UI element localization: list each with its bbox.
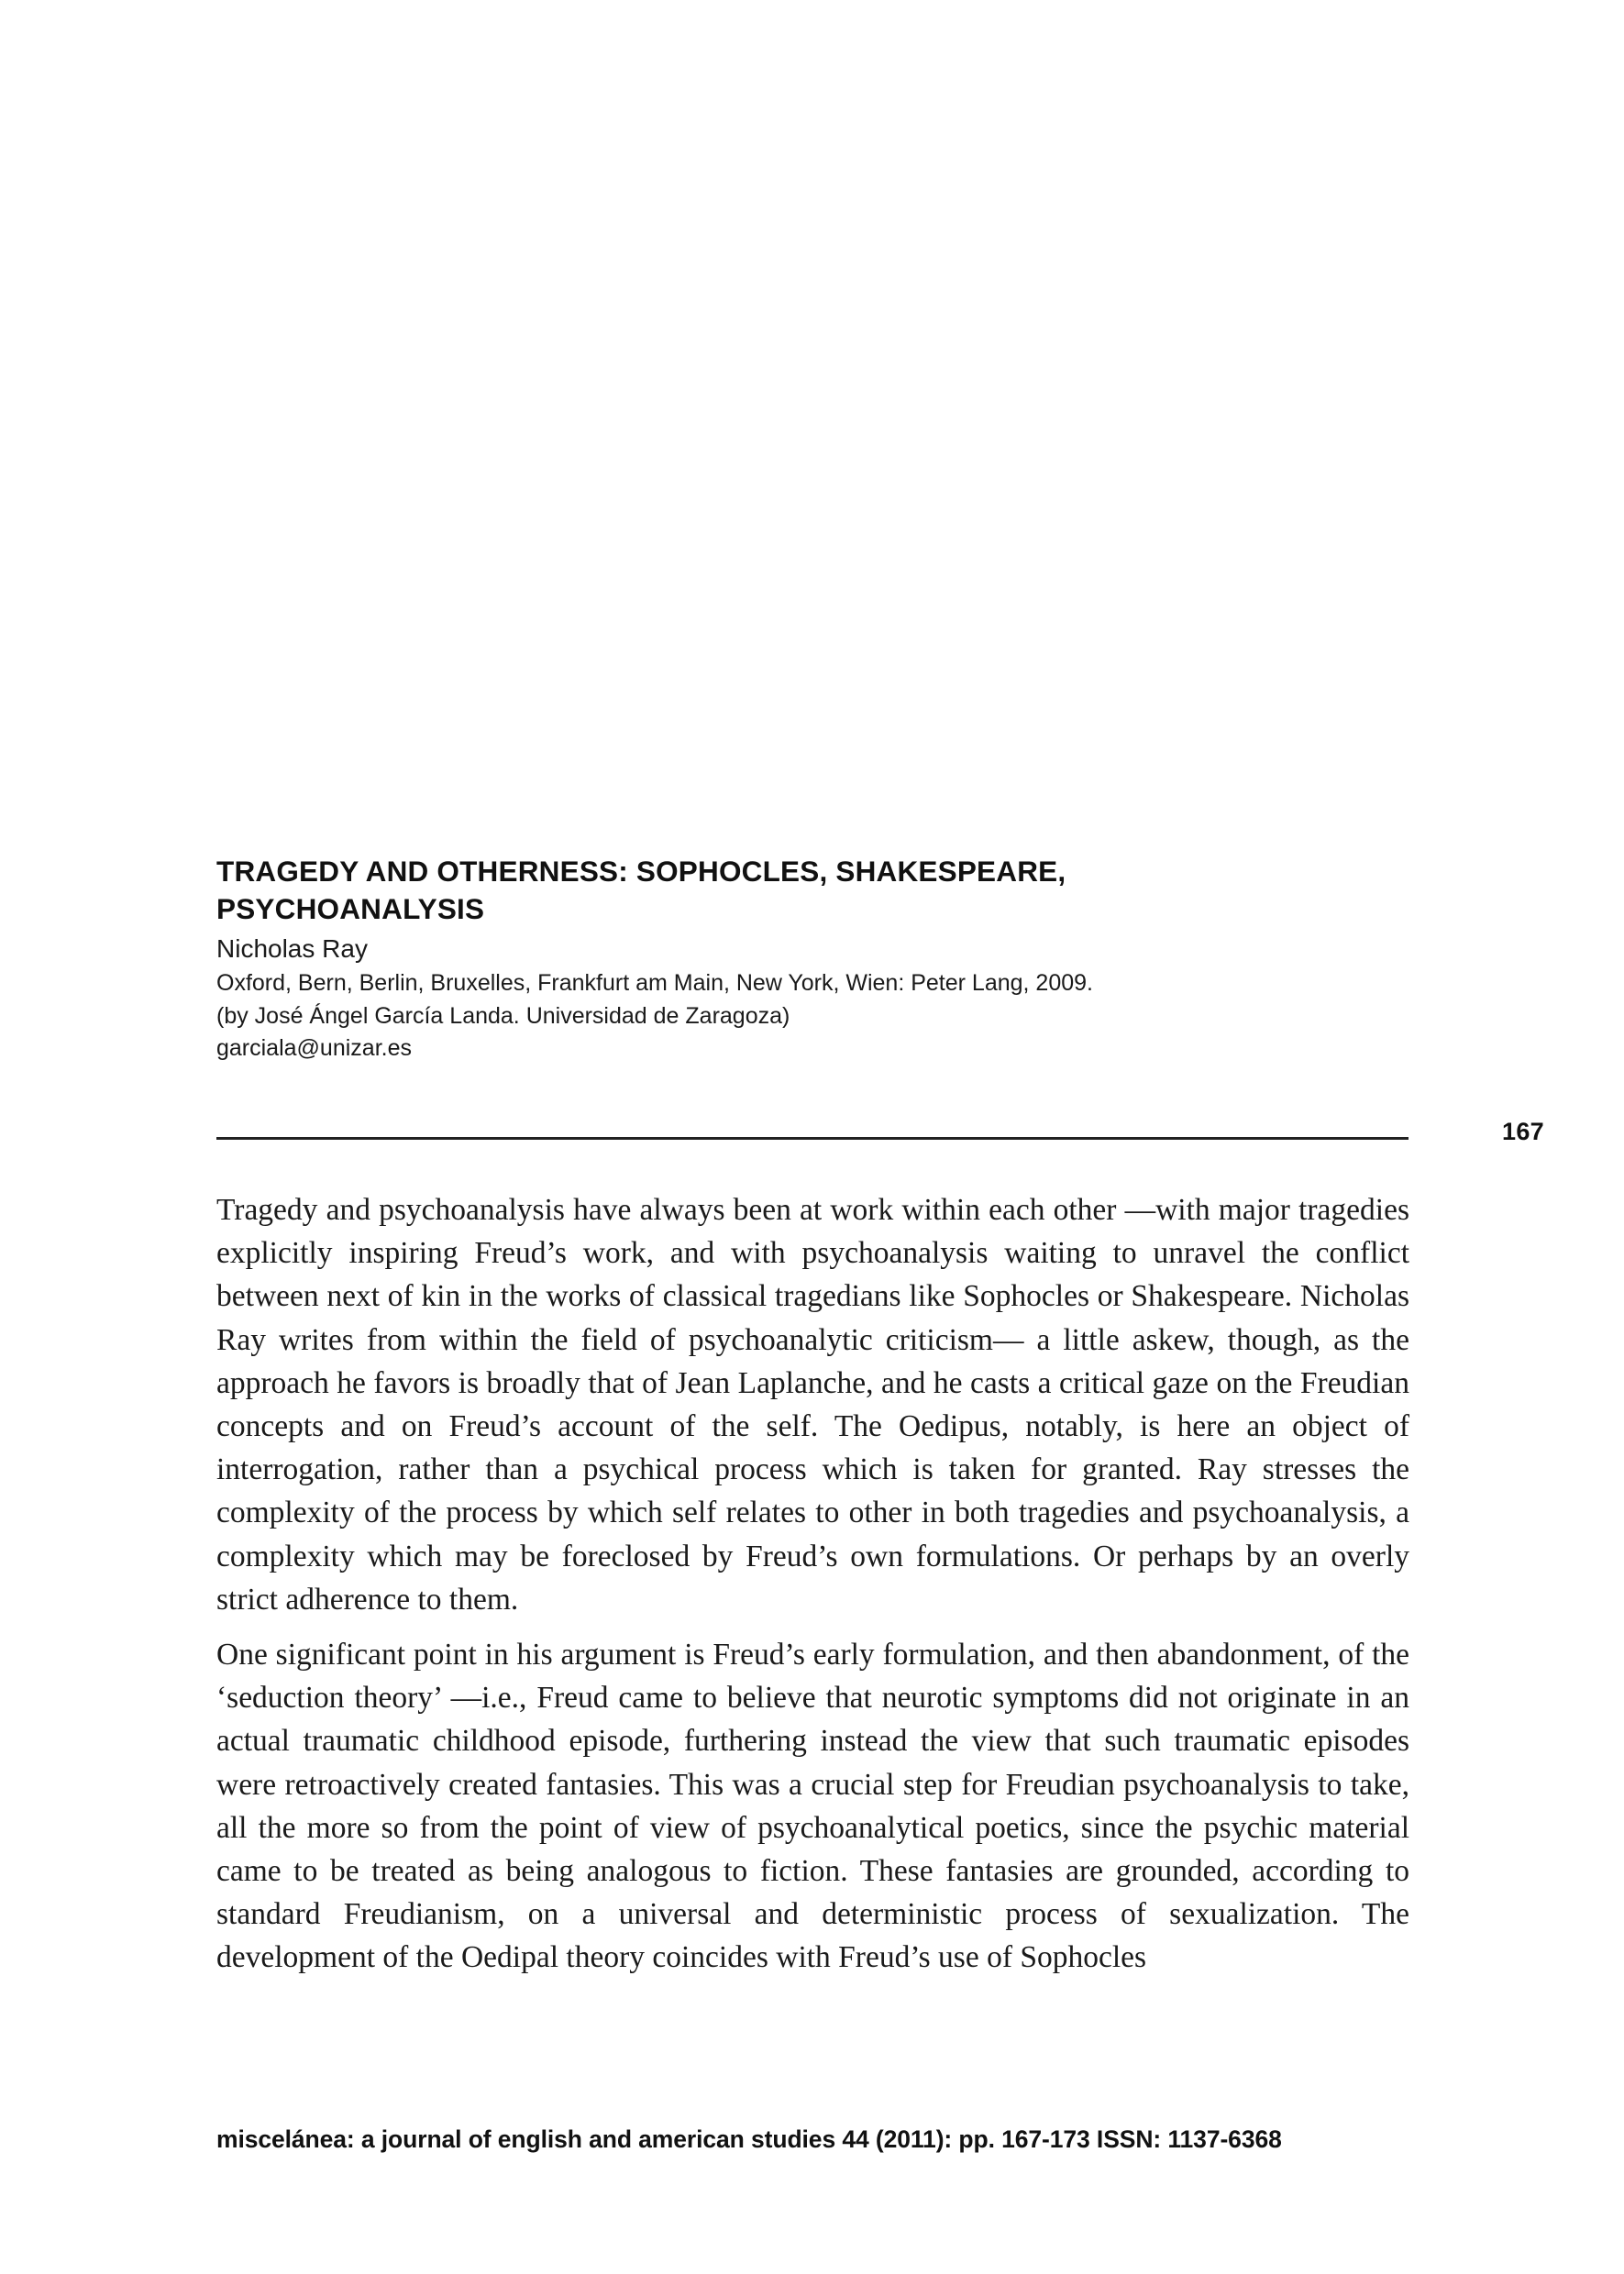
journal-footer-citation: miscelánea: a journal of english and american studies 44 (2011): pp. 167-173 ISSN: 1137-6368 bbox=[216, 2125, 1282, 2153]
review-header bbox=[216, 853, 1409, 1065]
header-divider bbox=[216, 1137, 1409, 1140]
page-number: 167 bbox=[1502, 1118, 1544, 1145]
reviewer-affiliation: (by José Ángel García Landa. Universidad de Zaragoza) bbox=[216, 1002, 790, 1029]
body-paragraph-1: Tragedy and psychoanalysis have always been at work within each other —with major tragedies explicitly inspiring Freud’s work, and with psychoanalysis waiting to unravel the conflict between next of kin in the works of classical tragedians like Sophocles or Shakespeare. Nicholas Ray writes from within the field of psychoanalytic criticism— a little askew, though, as the approach he favors is broadly that of Jean Laplanche, and he casts a critical gaze on the Freudian concepts and on Freud’s account of the self. The Oedipus, notably, is here an object of interrogation, rather than a psychical process which is taken for granted. Ray stresses the complexity of the process by which self relates to other in both tragedies and psychoanalysis, a complexity which may be foreclosed by Freud’s own formulations. Or perhaps by an overly strict adherence to them. bbox=[216, 1193, 1409, 1617]
body-paragraph-2: One significant point in his argument is Freud’s early formulation, and then abandonment, of the ‘seduction theory’ —i.e., Freud came to believe that neurotic symptoms did not originate in an actual traumatic childhood episode, furthering instead the view that such traumatic episodes were retroactively created fantasies. This was a crucial step for Freudian psychoanalysis to take, all the more so from the point of view of psychoanalytical poetics, since the psychic material came to be treated as being analogous to fiction. These fantasies are grounded, according to standard Freudianism, on a universal and deterministic process of sexualization. The development of the Oedipal theory coincides with Freud’s use of Sophocles bbox=[216, 1638, 1409, 1975]
page-title: TRAGEDY AND OTHERNESS: SOPHOCLES, SHAKESPEARE, PSYCHOANALYSIS bbox=[216, 855, 1066, 925]
book-author: Nicholas Ray bbox=[216, 934, 368, 964]
reviewer-email: garciala@unizar.es bbox=[216, 1035, 412, 1062]
body-text-column bbox=[216, 1188, 1409, 1980]
publication-imprint: Oxford, Bern, Berlin, Bruxelles, Frankfurt am Main, New York, Wien: Peter Lang, 2009. bbox=[216, 970, 1093, 997]
